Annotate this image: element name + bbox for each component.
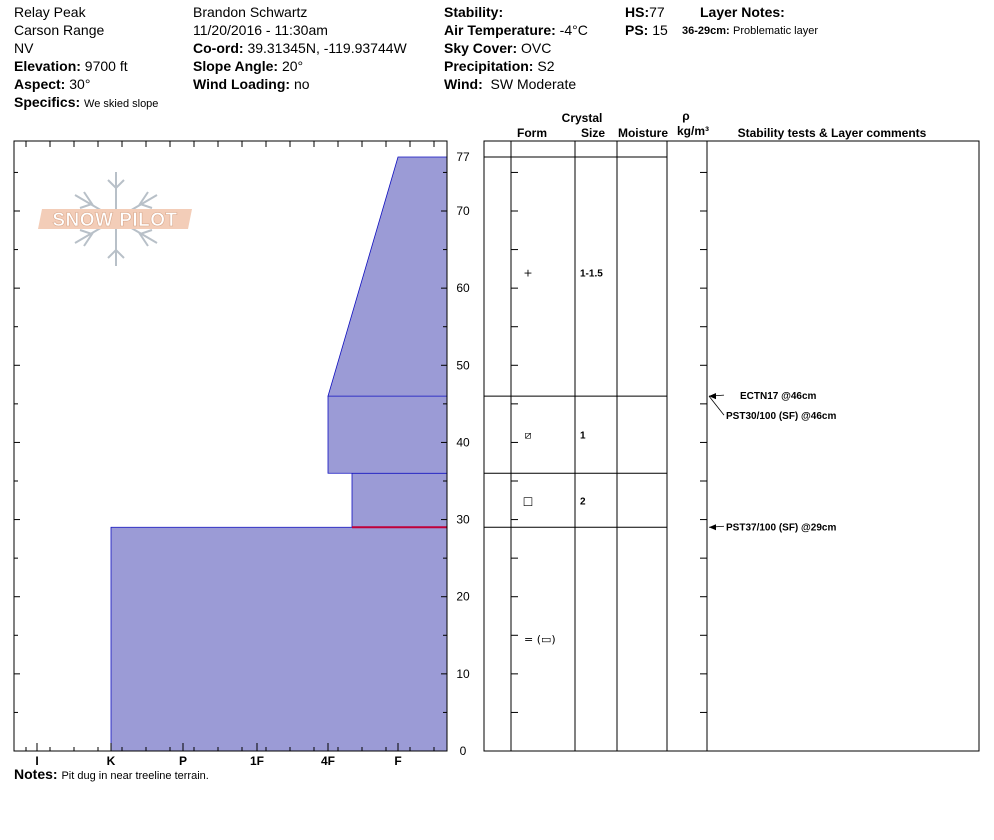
- stability-test-label: PST37/100 (SF) @29cm: [726, 522, 837, 534]
- snow-layer-2: [328, 396, 447, 473]
- hardness-label: F: [394, 754, 402, 768]
- location: Relay Peak: [14, 4, 86, 20]
- grain-form-symbol: = (▭): [524, 633, 556, 647]
- hardness-label: 1F: [249, 754, 265, 768]
- grain-form-symbol: +: [523, 266, 533, 280]
- y-tick-label: 10: [456, 666, 470, 681]
- crystal-header: Crystal: [561, 111, 603, 125]
- grain-size: 1: [580, 430, 586, 442]
- y-tick-label: 40: [456, 435, 470, 450]
- moisture-header: Moisture: [617, 126, 669, 140]
- y-tick-label: 30: [456, 512, 470, 527]
- air-temp-value: -4°C: [559, 22, 588, 38]
- y-tick-label: 20: [456, 589, 470, 604]
- aspect-label: Aspect:: [14, 76, 66, 92]
- y-tick-label: 77: [456, 150, 470, 164]
- stability-test-label: ECTN17 @46cm: [740, 391, 817, 403]
- stability-tests-header: Stability tests & Layer comments: [737, 126, 927, 140]
- precip-label: Precipitation:: [444, 58, 534, 74]
- coord-value: 39.31345N, -119.93744W: [247, 40, 407, 56]
- elevation-value: 9700 ft: [84, 58, 128, 74]
- hs-label: HS:: [625, 4, 650, 20]
- hardness-label: I: [35, 754, 39, 768]
- range: Carson Range: [14, 22, 105, 38]
- slope-value: 20°: [281, 58, 304, 74]
- wind-label: Wind:: [444, 76, 483, 92]
- observer: Brandon Schwartz: [193, 4, 308, 20]
- y-tick-label: 70: [456, 204, 470, 218]
- datetime: 11/20/2016 - 11:30am: [193, 22, 328, 38]
- grain-size: 2: [580, 496, 586, 508]
- hardness-label: K: [106, 754, 116, 768]
- layer-notes-label: Layer Notes:: [700, 4, 785, 20]
- sky-label: Sky Cover:: [444, 40, 518, 56]
- sky-value: OVC: [521, 40, 552, 56]
- form-header: Form: [517, 126, 547, 140]
- slope-label: Slope Angle:: [193, 58, 279, 74]
- grain-form-symbol: ⧄: [524, 428, 532, 442]
- hardness-label: P: [178, 754, 188, 768]
- grain-size: 1-1.5: [580, 268, 603, 280]
- notes-label: Notes:: [14, 766, 58, 782]
- specifics-label: Specifics:: [14, 94, 81, 110]
- aspect-value: 30°: [69, 76, 91, 92]
- stability-test-label: PST30/100 (SF) @46cm: [726, 411, 837, 423]
- size-header: Size: [580, 126, 606, 140]
- test-arrowhead: [709, 393, 716, 399]
- test-leader-line: [709, 396, 724, 415]
- specifics-value: We skied slope: [84, 98, 159, 110]
- wind-loading-value: no: [293, 76, 310, 92]
- y-tick-label: 60: [456, 281, 470, 296]
- snow-layer-0: [111, 527, 447, 751]
- layer-note-range: 36-29cm:: [682, 25, 730, 37]
- logo-text: SNOW PILOT: [52, 210, 178, 231]
- layer-table-frame: [484, 141, 979, 751]
- snow-layer-3: [328, 157, 447, 396]
- y-tick-label: 0: [459, 744, 467, 758]
- ps-label: PS:: [625, 22, 649, 38]
- density-header: kg/m³: [676, 124, 710, 138]
- stability-label: Stability:: [444, 4, 504, 20]
- notes-text: Pit dug in near treeline terrain.: [61, 770, 209, 782]
- y-tick-label: 50: [456, 358, 470, 373]
- hardness-label: 4F: [320, 754, 336, 768]
- air-temp-label: Air Temperature:: [444, 22, 556, 38]
- state: NV: [14, 40, 34, 56]
- wind-loading-label: Wind Loading:: [193, 76, 291, 92]
- notes: [14, 766, 209, 782]
- snow-layer-1: [352, 473, 447, 527]
- hs-value: 77: [649, 4, 665, 20]
- snowpilot-logo: [38, 172, 192, 266]
- elevation-label: Elevation:: [14, 58, 81, 74]
- ps-value: 15: [652, 22, 668, 38]
- test-arrowhead: [709, 524, 716, 530]
- wind-value: SW Moderate: [490, 76, 577, 92]
- coord-label: Co-ord:: [193, 40, 244, 56]
- grain-form-symbol: □: [522, 494, 534, 508]
- layer-note-text: Problematic layer: [733, 25, 819, 37]
- precip-value: S2: [537, 58, 555, 74]
- rho-header: ρ: [682, 109, 690, 123]
